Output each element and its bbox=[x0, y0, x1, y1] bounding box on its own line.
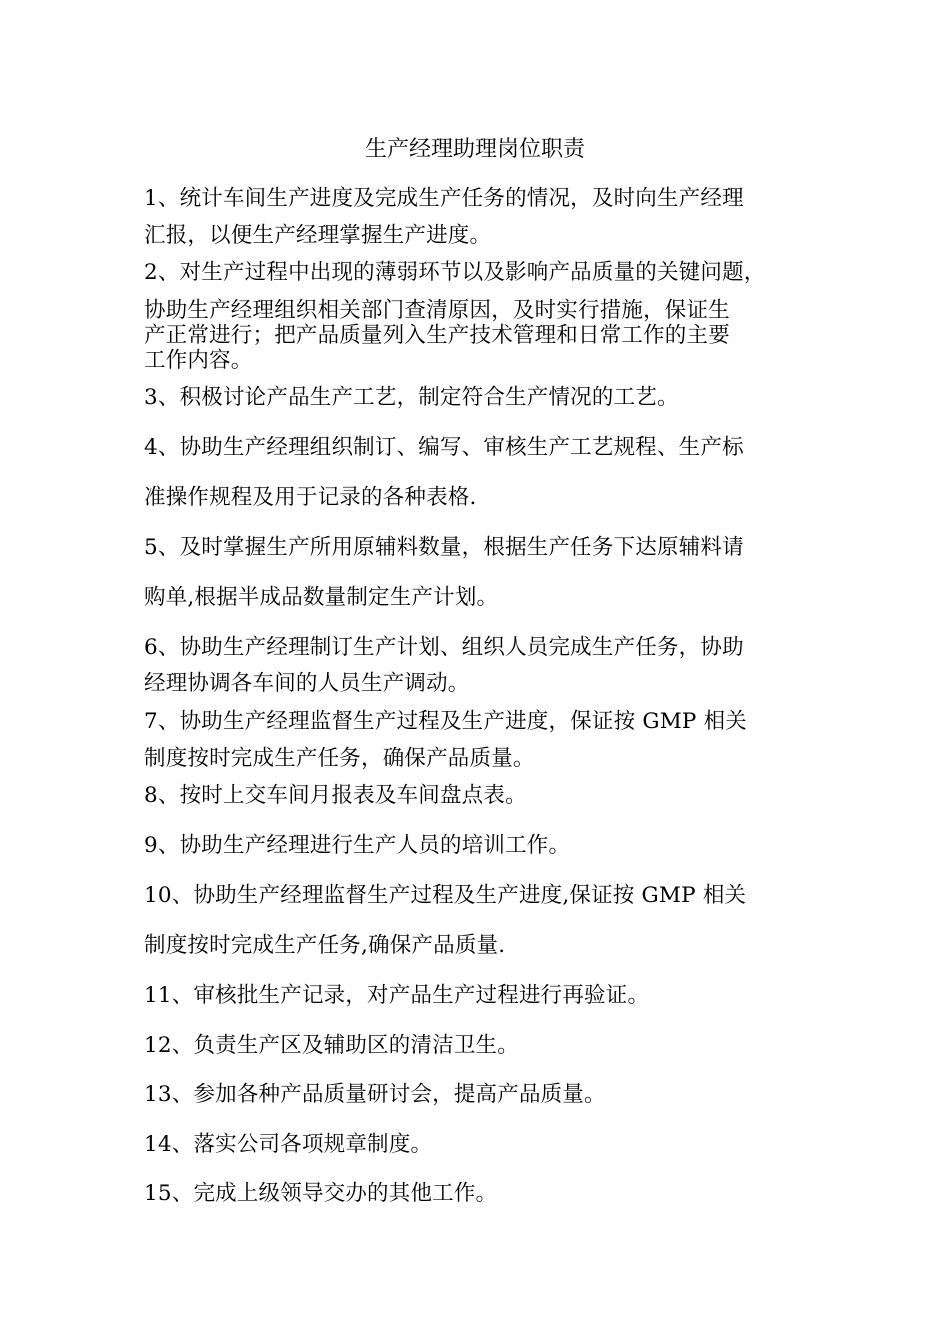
duty-line: 12、负责生产区及辅助区的清洁卫生。 bbox=[144, 1033, 519, 1058]
duty-line: 13、参加各种产品质量研讨会，提高产品质量。 bbox=[144, 1082, 606, 1107]
duty-line: 4、协助生产经理组织制订、编写、审核生产工艺规程、生产标 bbox=[144, 435, 744, 460]
duty-line: 10、协助生产经理监督生产过程及生产进度,保证按 GMP 相关 bbox=[144, 883, 747, 908]
duty-line: 1、统计车间生产进度及完成生产任务的情况，及时向生产经理 bbox=[144, 186, 744, 211]
duty-line: 制度按时完成生产任务，确保产品质量。 bbox=[144, 746, 535, 771]
duty-line: 协助生产经理组织相关部门查清原因，及时实行措施，保证生 bbox=[144, 298, 730, 323]
duty-line: 工作内容。 bbox=[144, 348, 253, 373]
duty-line: 3、积极讨论产品生产工艺，制定符合生产情况的工艺。 bbox=[144, 385, 679, 410]
duty-line: 11、审核批生产记录，对产品生产过程进行再验证。 bbox=[144, 983, 650, 1008]
duty-line: 9、协助生产经理进行生产人员的培训工作。 bbox=[144, 833, 571, 858]
duty-line: 2、对生产过程中出现的薄弱环节以及影响产品质量的关键问题， bbox=[144, 260, 766, 285]
document-title: 生产经理助理岗位职责 bbox=[364, 137, 585, 162]
duty-line: 产正常进行；把产品质量列入生产技术管理和日常工作的主要 bbox=[144, 323, 730, 348]
duty-line: 准操作规程及用于记录的各种表格. bbox=[144, 485, 477, 510]
duty-line: 6、协助生产经理制订生产计划、组织人员完成生产任务，协助 bbox=[144, 635, 744, 660]
duty-line: 14、落实公司各项规章制度。 bbox=[144, 1132, 433, 1157]
duty-line: 8、按时上交车间月报表及车间盘点表。 bbox=[144, 783, 527, 808]
duty-line: 经理协调各车间的人员生产调动。 bbox=[144, 671, 470, 696]
duty-line: 汇报，以便生产经理掌握生产进度。 bbox=[144, 223, 492, 248]
duty-line: 15、完成上级领导交办的其他工作。 bbox=[144, 1181, 498, 1206]
duty-line: 制度按时完成生产任务,确保产品质量. bbox=[144, 933, 506, 958]
duty-line: 5、及时掌握生产所用原辅料数量，根据生产任务下达原辅料请 bbox=[144, 535, 744, 560]
duty-line: 购单,根据半成品数量制定生产计划。 bbox=[144, 585, 499, 610]
duty-line: 7、协助生产经理监督生产过程及生产进度，保证按 GMP 相关 bbox=[144, 709, 748, 734]
